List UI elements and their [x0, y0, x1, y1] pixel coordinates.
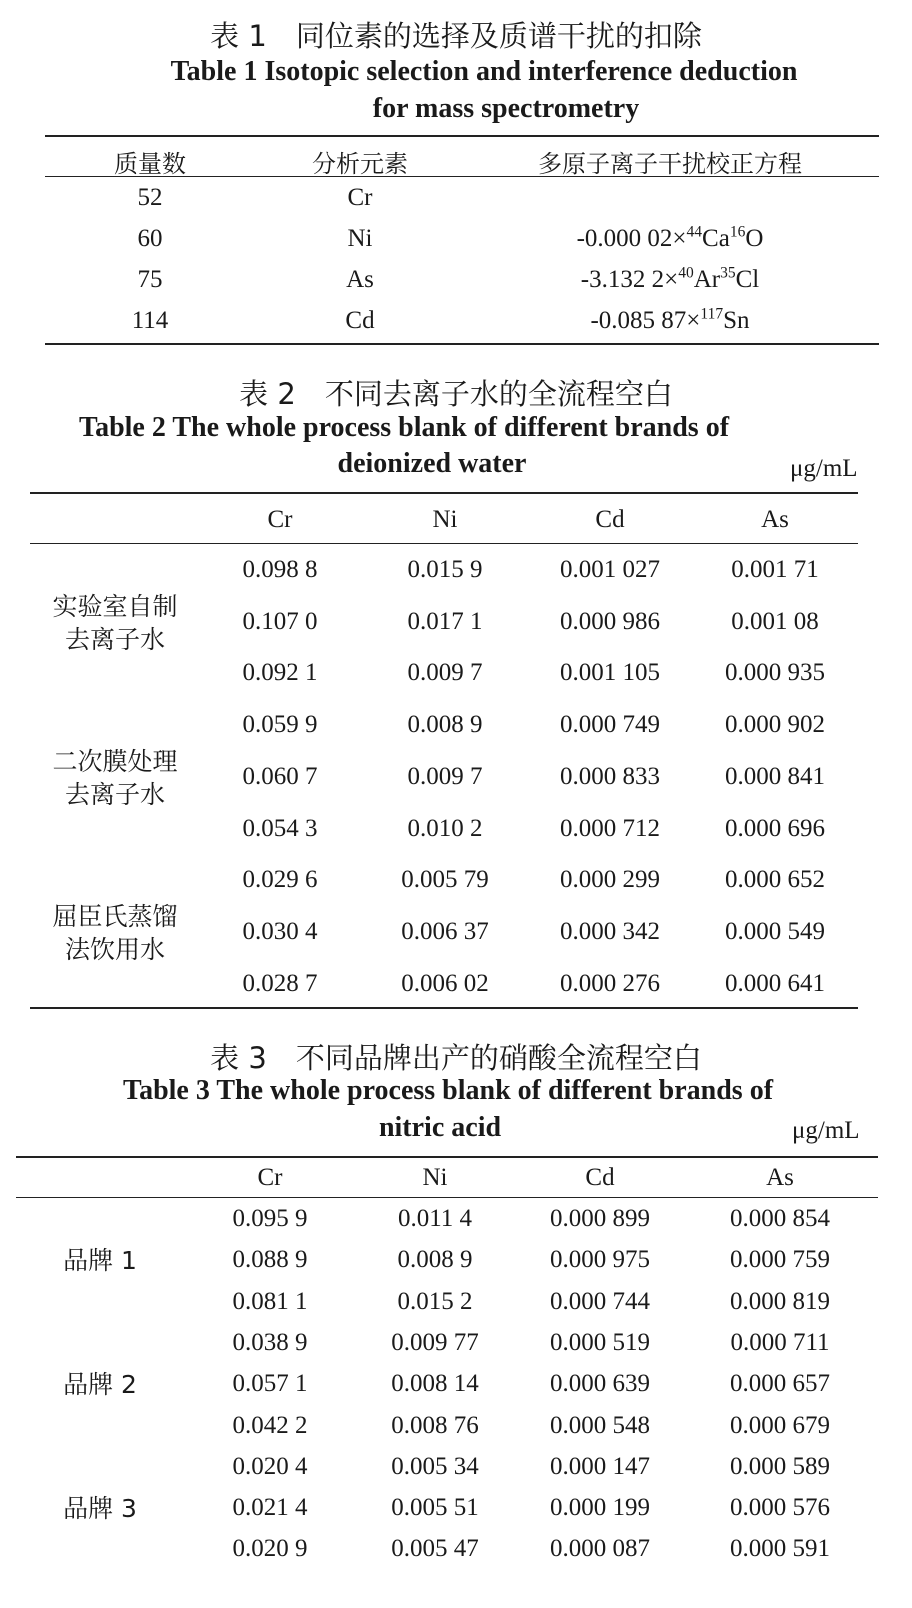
table-cell: 0.000 819: [730, 1287, 830, 1315]
table-cell: 0.000 833: [560, 762, 660, 790]
table-cell: 0.015 9: [407, 556, 483, 583]
group-label: [30, 745, 200, 811]
table1-cell-equation: -0.000 $02\times^{44}Ca^{16}O$: [576, 223, 764, 252]
group-label-line: 二次膜处理: [52, 746, 178, 776]
table-cell: 0.000 902: [725, 711, 825, 739]
table-cell: 0.011 4: [397, 1205, 473, 1232]
group-label-line: 去离子水: [64, 779, 165, 809]
table-cell: 0.005 34: [391, 1452, 479, 1480]
table-cell: 0.029 6: [242, 866, 318, 894]
table-cell: 0.000 712: [560, 814, 660, 842]
table-cell: 0.000 696: [725, 814, 825, 842]
table2-header-cr: Cr: [267, 506, 293, 533]
table2-header-cd: Cd: [595, 506, 625, 533]
table2-top-rule: [30, 492, 858, 494]
table3-top-rule: [16, 1156, 878, 1158]
table-cell: 0.001 71: [731, 556, 819, 583]
group-label: 品牌 2: [63, 1369, 137, 1399]
table2-title-en-line1: Table 2 The whole process blank of different brands of: [78, 412, 730, 443]
table1-header-mass: 质量数: [114, 150, 186, 178]
table-cell: 0.020 9: [232, 1535, 308, 1563]
table-cell: 0.000 641: [725, 969, 825, 997]
group-label: 品牌 3: [63, 1493, 137, 1523]
group-label: [30, 590, 200, 656]
table-cell: 0.000 711: [730, 1328, 830, 1356]
table-cell: 0.000 935: [725, 659, 825, 687]
table-cell: 0.000 657: [730, 1370, 830, 1398]
table-cell: 0.006 37: [401, 917, 489, 945]
table-cell: 0.081 1: [232, 1287, 308, 1315]
table3-header-cr: Cr: [257, 1164, 283, 1191]
table1-cell-element: As: [346, 266, 374, 293]
table-cell: 0.000 549: [725, 917, 825, 945]
table1-cell-mass: 75: [137, 266, 163, 293]
table3-title-cn: 表 3 不同品牌出产的硝酸全流程空白: [210, 1041, 702, 1075]
table-cell: 0.000 147: [550, 1452, 650, 1480]
table-cell: 0.005 47: [391, 1535, 479, 1563]
table-cell: 0.000 986: [560, 607, 660, 635]
table-cell: 0.008 9: [407, 711, 483, 739]
table-cell: 0.010 2: [407, 814, 483, 842]
table-cell: 0.059 9: [242, 711, 318, 739]
table-cell: 0.000 276: [560, 969, 660, 997]
table1-title-cn: 表 1 同位素的选择及质谱干扰的扣除: [210, 19, 702, 53]
table-cell: 0.098 8: [242, 556, 318, 583]
table1-cell-equation: -0.085 87×$^{117}$Sn: [590, 305, 750, 334]
table-cell: 0.095 9: [232, 1205, 308, 1232]
group-label-line: 法饮用水: [64, 934, 165, 964]
table-cell: 0.030 4: [242, 917, 318, 945]
table3-header-as: As: [766, 1164, 794, 1191]
table1-title-en-line2: for mass spectrometry: [372, 93, 640, 124]
table-cell: 0.000 299: [560, 866, 660, 894]
table1-header-element: 分析元素: [312, 150, 408, 178]
group-label: 品牌 1: [63, 1245, 137, 1275]
table1-cell-element: Cr: [347, 184, 373, 211]
table-cell: 0.001 08: [731, 607, 819, 635]
table2-bottom-rule: [30, 1007, 858, 1009]
group-label-line: 屈臣氏蒸馏: [52, 901, 178, 931]
table2-header-rule: [30, 543, 858, 544]
table1-cell-mass: 60: [137, 225, 163, 252]
table-cell: 0.001 105: [560, 659, 660, 687]
table3-header-cd: Cd: [585, 1164, 615, 1191]
table1-header-rule: [45, 176, 879, 177]
table-cell: 0.009 7: [407, 762, 483, 790]
table1-bottom-rule: [45, 343, 879, 345]
table-cell: 0.028 7: [242, 969, 318, 997]
table-cell: 0.001 027: [560, 556, 660, 583]
table-cell: 0.000 342: [560, 917, 660, 945]
table3-title-en-line1: Table 3 The whole process blank of different brands of: [122, 1075, 774, 1106]
group-label-line: 实验室自制: [52, 591, 178, 621]
table3-unit: μg/mL: [792, 1117, 860, 1144]
table-cell: 0.000 975: [550, 1246, 650, 1274]
table-cell: 0.009 7: [407, 659, 483, 687]
table-cell: 0.020 4: [232, 1452, 308, 1480]
table-cell: 0.000 199: [550, 1494, 650, 1522]
table2-title-en-line2: deionized water: [337, 448, 527, 479]
table-cell: 0.000 548: [550, 1411, 650, 1439]
table1-top-rule: [45, 135, 879, 137]
table2-header-as: As: [761, 506, 789, 533]
table-cell: 0.000 744: [550, 1287, 650, 1315]
table-cell: 0.000 639: [550, 1370, 650, 1398]
table-cell: 0.009 77: [391, 1328, 479, 1356]
table-cell: 0.054 3: [242, 814, 318, 842]
table2-title-cn: 表 2 不同去离子水的全流程空白: [239, 377, 673, 411]
table-cell: 0.008 9: [397, 1246, 473, 1274]
table-cell: 0.008 14: [391, 1370, 479, 1398]
table1-cell-element: Cd: [345, 307, 375, 334]
table3-header-rule: [16, 1197, 878, 1198]
table-cell: 0.092 1: [242, 659, 318, 687]
table-cell: 0.088 9: [232, 1246, 308, 1274]
table-cell: 0.000 759: [730, 1246, 830, 1274]
table-cell: 0.038 9: [232, 1328, 308, 1356]
table1-cell-equation: -3.132 $2\times^{40}Ar^{35}Cl$: [580, 264, 760, 293]
table-cell: 0.000 854: [730, 1205, 830, 1232]
table-cell: 0.042 2: [232, 1411, 308, 1439]
table-cell: 0.000 749: [560, 711, 660, 739]
table1-cell-mass: 52: [137, 184, 163, 211]
table-cell: 0.000 589: [730, 1452, 830, 1480]
group-label-line: 去离子水: [64, 624, 165, 654]
table-cell: 0.057 1: [232, 1370, 308, 1398]
table3-title-en-line2: nitric acid: [378, 1112, 502, 1143]
table-cell: 0.015 2: [397, 1287, 473, 1315]
table1-cell-mass: 114: [131, 307, 169, 334]
table3-header-ni: Ni: [422, 1164, 448, 1191]
table-cell: 0.000 679: [730, 1411, 830, 1439]
table2-unit: μg/mL: [790, 455, 858, 482]
table-cell: 0.000 841: [725, 762, 825, 790]
table1-cell-element: Ni: [347, 225, 373, 252]
table1-title-en-line1: Table 1 Isotopic selection and interference deduction: [170, 56, 798, 87]
table-cell: 0.017 1: [407, 607, 483, 635]
table-cell: 0.000 519: [550, 1328, 650, 1356]
table-cell: 0.107 0: [242, 607, 318, 635]
table-cell: 0.021 4: [232, 1494, 308, 1522]
group-label: [30, 900, 200, 966]
table-cell: 0.000 087: [550, 1535, 650, 1563]
table1-header-equation: 多原子离子干扰校正方程: [538, 150, 802, 178]
table-cell: 0.000 591: [730, 1535, 830, 1563]
table-cell: 0.008 76: [391, 1411, 479, 1439]
table-cell: 0.005 79: [401, 866, 489, 894]
table-cell: 0.060 7: [242, 762, 318, 790]
table-cell: 0.000 899: [550, 1205, 650, 1232]
table-cell: 0.006 02: [401, 969, 489, 997]
table-cell: 0.000 576: [730, 1494, 830, 1522]
table2-header-ni: Ni: [432, 506, 458, 533]
table-cell: 0.005 51: [391, 1494, 479, 1522]
table-cell: 0.000 652: [725, 866, 825, 894]
